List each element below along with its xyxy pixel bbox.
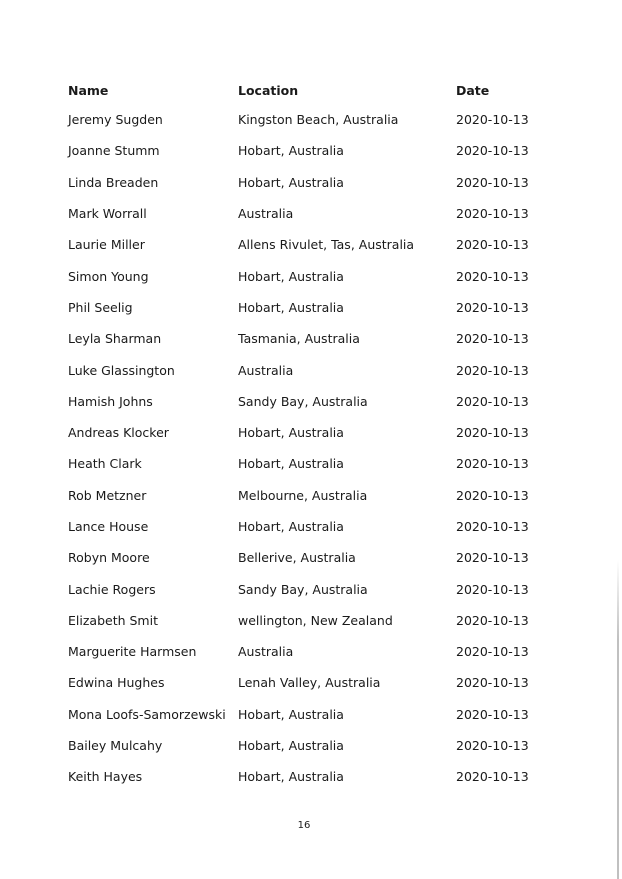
- table-row: [62, 448, 542, 479]
- table-row: [62, 292, 542, 323]
- date-cell: 2020-10-13: [456, 519, 529, 534]
- location-cell: Lenah Valley, Australia: [238, 675, 381, 691]
- name-cell: Bailey Mulcahy: [68, 738, 163, 754]
- date-cell: 2020-10-13: [456, 362, 529, 378]
- name-cell: Marguerite Harmsen: [68, 644, 197, 660]
- date-cell: 2020-10-13: [456, 675, 529, 691]
- date-cell: 2020-10-13: [456, 143, 529, 159]
- table-row: [62, 417, 542, 448]
- name-cell: Elizabeth Smit: [68, 612, 158, 628]
- name-cell: Hamish Johns: [68, 393, 153, 409]
- table-row: [62, 573, 542, 604]
- location-cell: Australia: [238, 644, 294, 660]
- table-row: [62, 104, 542, 135]
- name-cell: Lachie Rogers: [68, 581, 156, 597]
- name-column-header: Name: [68, 82, 109, 98]
- location-cell: Hobart, Australia: [238, 769, 344, 785]
- location-cell: Hobart, Australia: [238, 268, 344, 284]
- date-cell: 2020-10-13: [456, 612, 529, 628]
- date-cell: 2020-10-13: [456, 425, 529, 441]
- name-cell: Jeremy Sugden: [68, 112, 163, 128]
- name-cell: Simon Young: [68, 268, 149, 284]
- date-cell: 2020-10-13: [456, 644, 529, 660]
- location-column-header: Location: [238, 82, 299, 98]
- name-cell: Edwina Hughes: [68, 675, 165, 691]
- table-row: [62, 542, 542, 573]
- table-row: [62, 761, 542, 792]
- name-cell: Robyn Moore: [68, 550, 150, 566]
- date-cell: 2020-10-13: [456, 581, 529, 597]
- location-cell: Allens Rivulet, Tas, Australia: [238, 237, 415, 253]
- name-cell: Leyla Sharman: [68, 331, 162, 347]
- name-cell: Luke Glassington: [68, 362, 175, 378]
- table-row: [62, 480, 542, 511]
- table-row: [62, 354, 542, 385]
- date-cell: 2020-10-13: [456, 550, 529, 566]
- table-row: [62, 198, 542, 229]
- name-cell: Keith Hayes: [68, 769, 143, 785]
- name-cell: Linda Breaden: [68, 174, 159, 190]
- location-cell: Hobart, Australia: [238, 738, 344, 754]
- date-cell: 2020-10-13: [456, 769, 529, 785]
- table-row: [62, 636, 542, 667]
- location-cell: Hobart, Australia: [238, 456, 344, 472]
- table-row: [62, 730, 542, 761]
- table-row: [62, 667, 542, 698]
- date-cell: 2020-10-13: [456, 331, 529, 347]
- table-row: [62, 511, 542, 542]
- name-cell: Phil Seelig: [68, 299, 133, 315]
- name-cell: Mark Worrall: [68, 206, 147, 222]
- name-cell: Rob Metzner: [68, 487, 147, 503]
- table-row: [62, 135, 542, 166]
- page-number: 16: [297, 820, 311, 831]
- table-header-row: [62, 76, 542, 104]
- table-row: [62, 323, 542, 354]
- location-cell: Australia: [238, 362, 294, 378]
- date-cell: 2020-10-13: [456, 174, 529, 190]
- location-cell: Tasmania, Australia: [238, 331, 360, 347]
- table-row: [62, 260, 542, 291]
- location-cell: Sandy Bay, Australia: [238, 581, 368, 597]
- scan-edge-shadow: [617, 560, 619, 879]
- date-cell: 2020-10-13: [456, 393, 529, 409]
- location-cell: Hobart, Australia: [238, 425, 344, 441]
- location-cell: Kingston Beach, Australia: [238, 112, 399, 128]
- table-row: [62, 699, 542, 730]
- date-cell: 2020-10-13: [456, 237, 529, 253]
- name-cell: Heath Clark: [68, 456, 142, 472]
- table-row: [62, 167, 542, 198]
- location-cell: Hobart, Australia: [238, 519, 344, 534]
- location-cell: Hobart, Australia: [238, 706, 344, 722]
- date-cell: 2020-10-13: [456, 706, 529, 722]
- date-cell: 2020-10-13: [456, 456, 529, 472]
- date-cell: 2020-10-13: [456, 268, 529, 284]
- date-cell: 2020-10-13: [456, 487, 529, 503]
- date-column-header: Date: [456, 82, 490, 98]
- signatures-table: [62, 76, 542, 793]
- date-cell: 2020-10-13: [456, 112, 529, 128]
- name-cell: Mona Loofs-Samorzewski: [68, 706, 226, 722]
- location-cell: Hobart, Australia: [238, 299, 344, 315]
- name-cell: Andreas Klocker: [68, 425, 169, 441]
- table-row: [62, 229, 542, 260]
- date-cell: 2020-10-13: [456, 738, 529, 754]
- location-cell: Melbourne, Australia: [238, 487, 368, 503]
- date-cell: 2020-10-13: [456, 299, 529, 315]
- name-cell: Laurie Miller: [68, 237, 145, 253]
- table-body: [62, 104, 542, 793]
- name-cell: Lance House: [68, 519, 149, 534]
- location-cell: wellington, New Zealand: [238, 612, 393, 628]
- location-cell: Hobart, Australia: [238, 174, 344, 190]
- location-cell: Bellerive, Australia: [238, 550, 356, 566]
- location-cell: Sandy Bay, Australia: [238, 393, 368, 409]
- table-row: [62, 386, 542, 417]
- location-cell: Hobart, Australia: [238, 143, 344, 159]
- location-cell: Australia: [238, 206, 294, 222]
- name-cell: Joanne Stumm: [68, 143, 160, 159]
- table-row: [62, 605, 542, 636]
- date-cell: 2020-10-13: [456, 206, 529, 222]
